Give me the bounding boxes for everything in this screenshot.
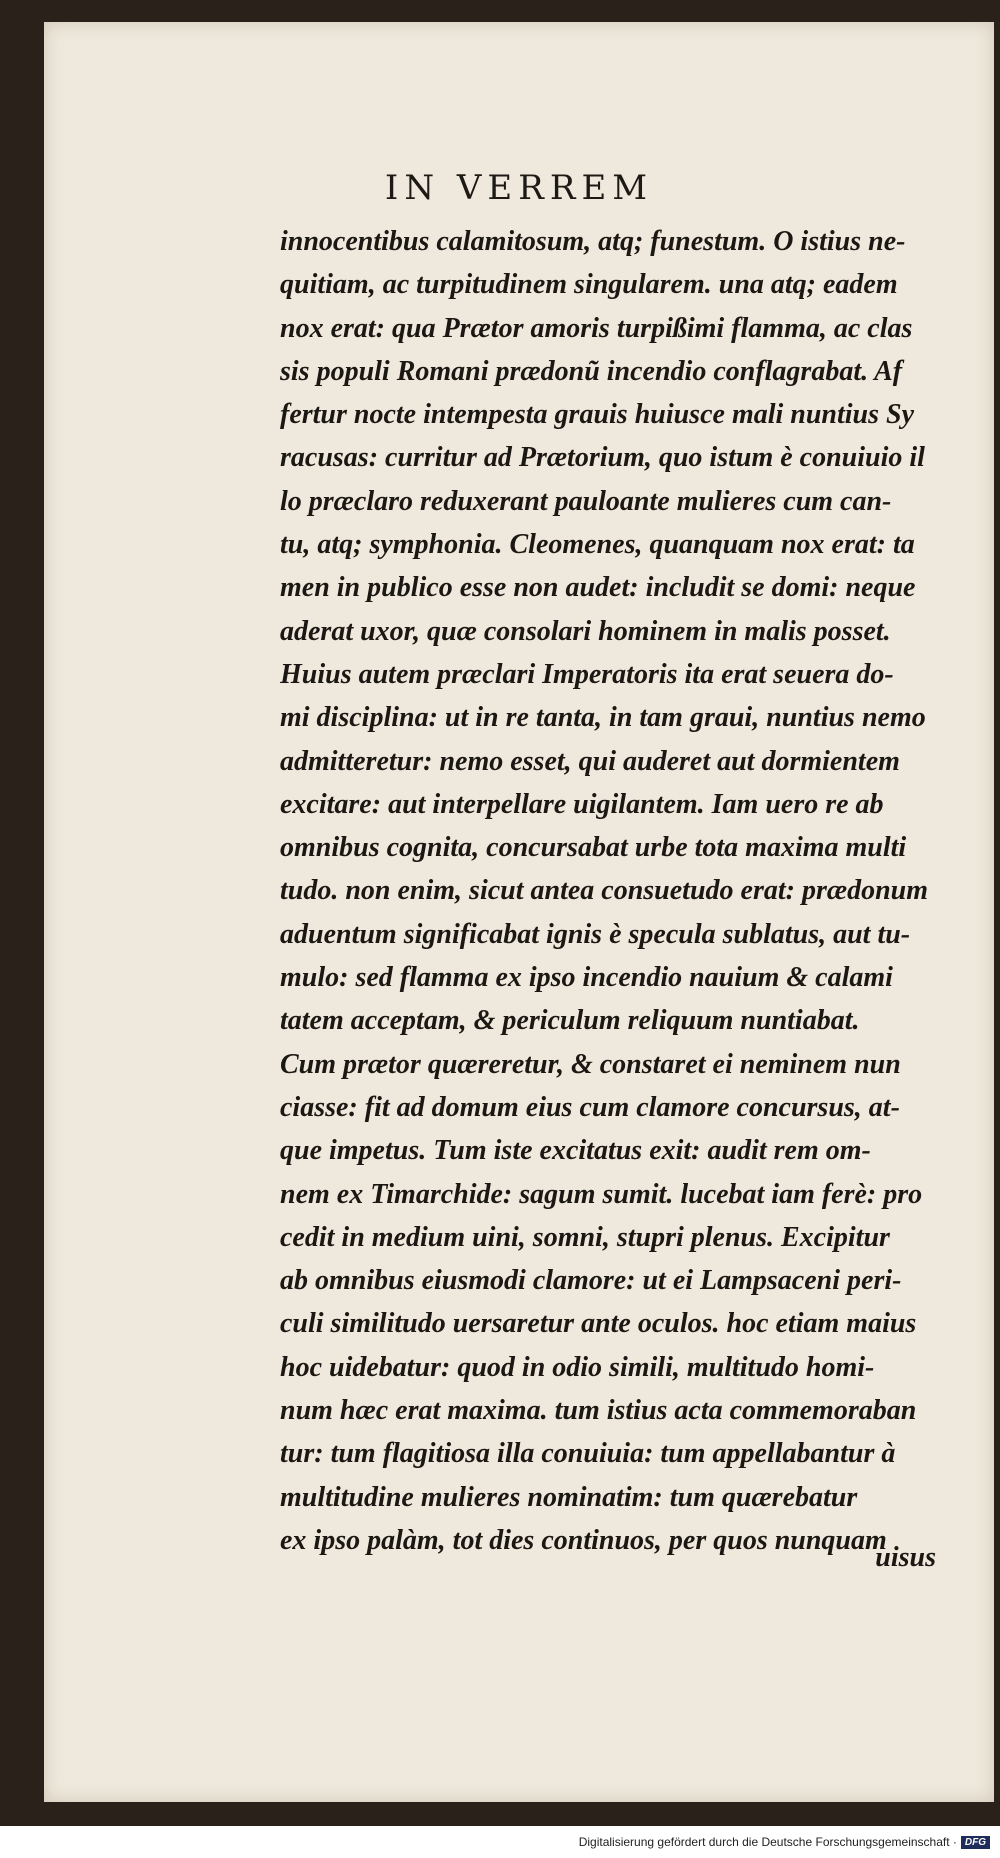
body-text [280, 220, 1000, 1562]
text-line: cedit in medium uini, somni, stupri plenus. Excipitur [280, 1221, 890, 1253]
text-line: quitiam, ac turpitudinem singularem. una atq; eadem [280, 269, 898, 301]
running-title: IN VERREM [384, 168, 654, 208]
text-line: men in publico esse non audet: includit se domi: neque [280, 572, 916, 604]
text-line: mulo: sed flamma ex ipso incendio nauium & calami [280, 962, 893, 994]
text-line: aderat uxor, quæ consolari hominem in malis posset. [280, 615, 891, 647]
text-line: tur: tum flagitiosa illa conuiuia: tum appellabantur à [280, 1438, 896, 1470]
text-line: nem ex Timarchide: sagum sumit. lucebat iam ferè: pro [280, 1178, 923, 1210]
text-line: Huius autem præclari Imperatoris ita erat seuera do- [280, 658, 894, 690]
text-line: ab omnibus eiusmodi clamore: ut ei Lampsaceni peri- [280, 1265, 902, 1297]
text-line: lo præclaro reduxerant pauloante mulieres cum can- [280, 485, 892, 517]
text-line: nox erat: qua Prætor amoris turpißimi flamma, ac clas [280, 312, 913, 344]
text-line: innocentibus calamitosum, atq; funestum. O istius ne- [280, 226, 906, 257]
text-line: tatem acceptam, & periculum reliquum nuntiabat. [280, 1005, 860, 1037]
book-page [44, 22, 994, 1802]
text-line: Cum prætor quæreretur, & constaret ei neminem nun [280, 1048, 901, 1080]
text-line: excitare: aut interpellare uigilantem. Iam uero re ab [280, 788, 884, 820]
text-line: racusas: curritur ad Prætorium, quo istum è conuiuio il [280, 442, 925, 474]
text-line: tu, atq; symphonia. Cleomenes, quanquam nox erat: ta [280, 529, 915, 561]
text-line: num hæc erat maxima. tum istius acta commemoraban [280, 1395, 917, 1427]
text-line: mi disciplina: ut in re tanta, in tam graui, nuntius nemo [280, 702, 926, 734]
text-line: fertur nocte intempesta grauis huiusce mali nuntius Sy [280, 399, 915, 431]
footer-bar [0, 1826, 1000, 1858]
text-line: tudo. non enim, sicut antea consuetudo erat: prædonum [280, 875, 929, 907]
text-line: que impetus. Tum iste excitatus exit: audit rem om- [280, 1135, 871, 1167]
dfg-logo: DFG [961, 1836, 990, 1849]
text-line: ex ipso palàm, tot dies continuos, per quos nunquam [280, 1524, 887, 1556]
digitization-credit: Digitalisierung gefördert durch die Deutsche Forschungsgemeinschaft · [578, 1835, 957, 1849]
catchword: uisus [875, 1542, 936, 1573]
text-line: multitudine mulieres nominatim: tum quærebatur [280, 1481, 858, 1513]
text-line: culi similitudo uersaretur ante oculos. hoc etiam maius [280, 1308, 917, 1340]
text-line: admitteretur: nemo esset, qui auderet aut dormientem [280, 745, 900, 777]
text-line: sis populi Romani prædonũ incendio conflagrabat. Af [280, 355, 903, 387]
text-line: aduentum significabat ignis è specula sublatus, aut tu- [280, 918, 911, 950]
text-line: omnibus cognita, concursabat urbe tota maxima multi [280, 832, 907, 864]
text-line: hoc uidebatur: quod in odio simili, multitudo homi- [280, 1351, 875, 1383]
text-line: ciasse: fit ad domum eius cum clamore concursus, at- [280, 1091, 900, 1123]
